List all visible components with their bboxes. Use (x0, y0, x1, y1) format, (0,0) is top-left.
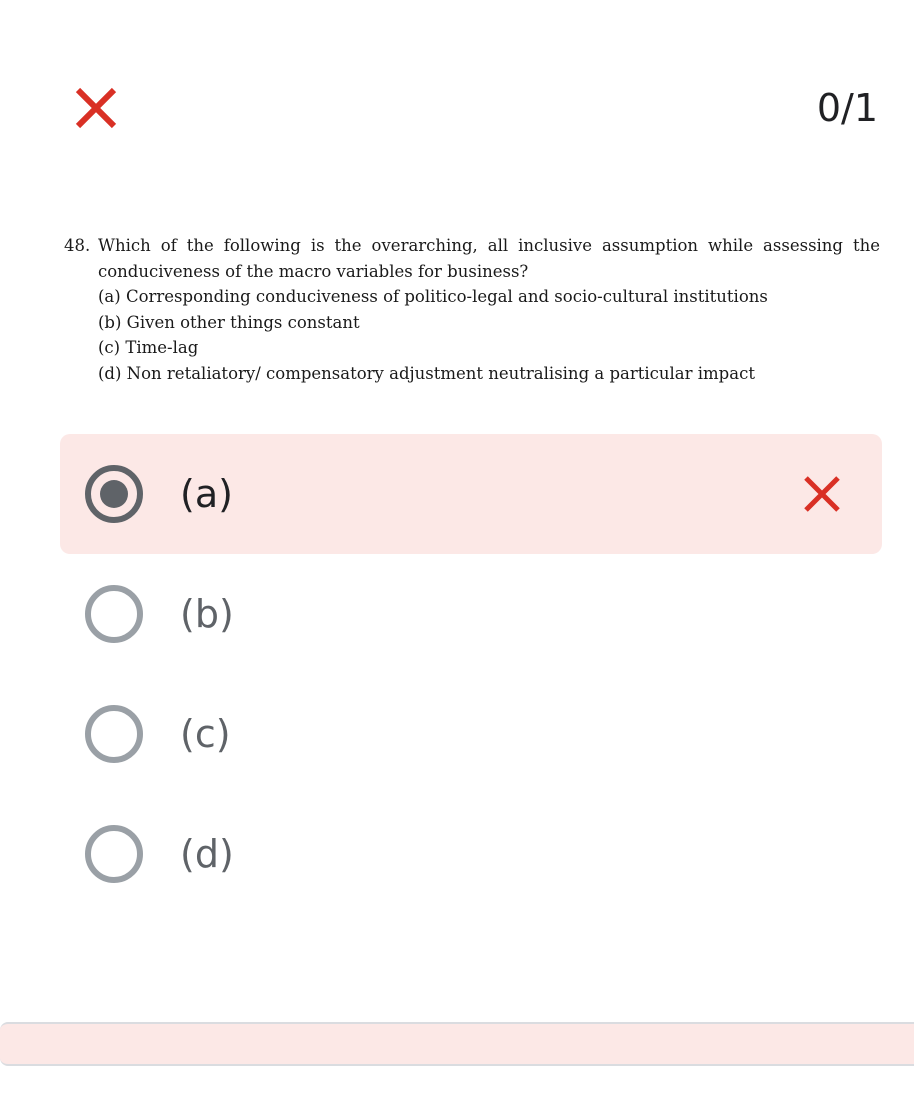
feedback-strip (0, 1022, 914, 1066)
radio-unselected-icon[interactable] (84, 584, 144, 644)
answer-options (60, 434, 882, 914)
question-choice-b: (b) Given other things constant (98, 312, 360, 332)
radio-unselected-icon[interactable] (84, 704, 144, 764)
option-a[interactable] (60, 434, 882, 554)
incorrect-close-icon (72, 84, 120, 132)
question-text (64, 233, 880, 386)
question-choice-a: (a) Corresponding conduciveness of politico-legal and socio-cultural institutions (98, 287, 768, 306)
option-c-label: (c) (180, 712, 231, 756)
question-choice-d: (d) Non retaliatory/ compensatory adjustment neutralising a particular impact (98, 363, 755, 383)
option-d-label: (d) (180, 832, 234, 876)
score-label: 0/1 (816, 86, 878, 130)
option-a-label: (a) (180, 472, 233, 516)
question-choice-c: (c) Time-lag (98, 338, 199, 357)
question-line-2: conduciveness of the macro variables for business? (98, 261, 529, 281)
option-d[interactable] (60, 794, 882, 914)
radio-selected-icon[interactable] (84, 464, 144, 524)
option-b-label: (b) (180, 592, 234, 636)
incorrect-close-icon (802, 474, 842, 514)
radio-unselected-icon[interactable] (84, 824, 144, 884)
option-c[interactable] (60, 674, 882, 794)
question-number: 48. (64, 236, 91, 255)
question-line-1: Which of the following is the overarching, all inclusive assumption while assessing the (98, 236, 880, 255)
option-b[interactable] (60, 554, 882, 674)
